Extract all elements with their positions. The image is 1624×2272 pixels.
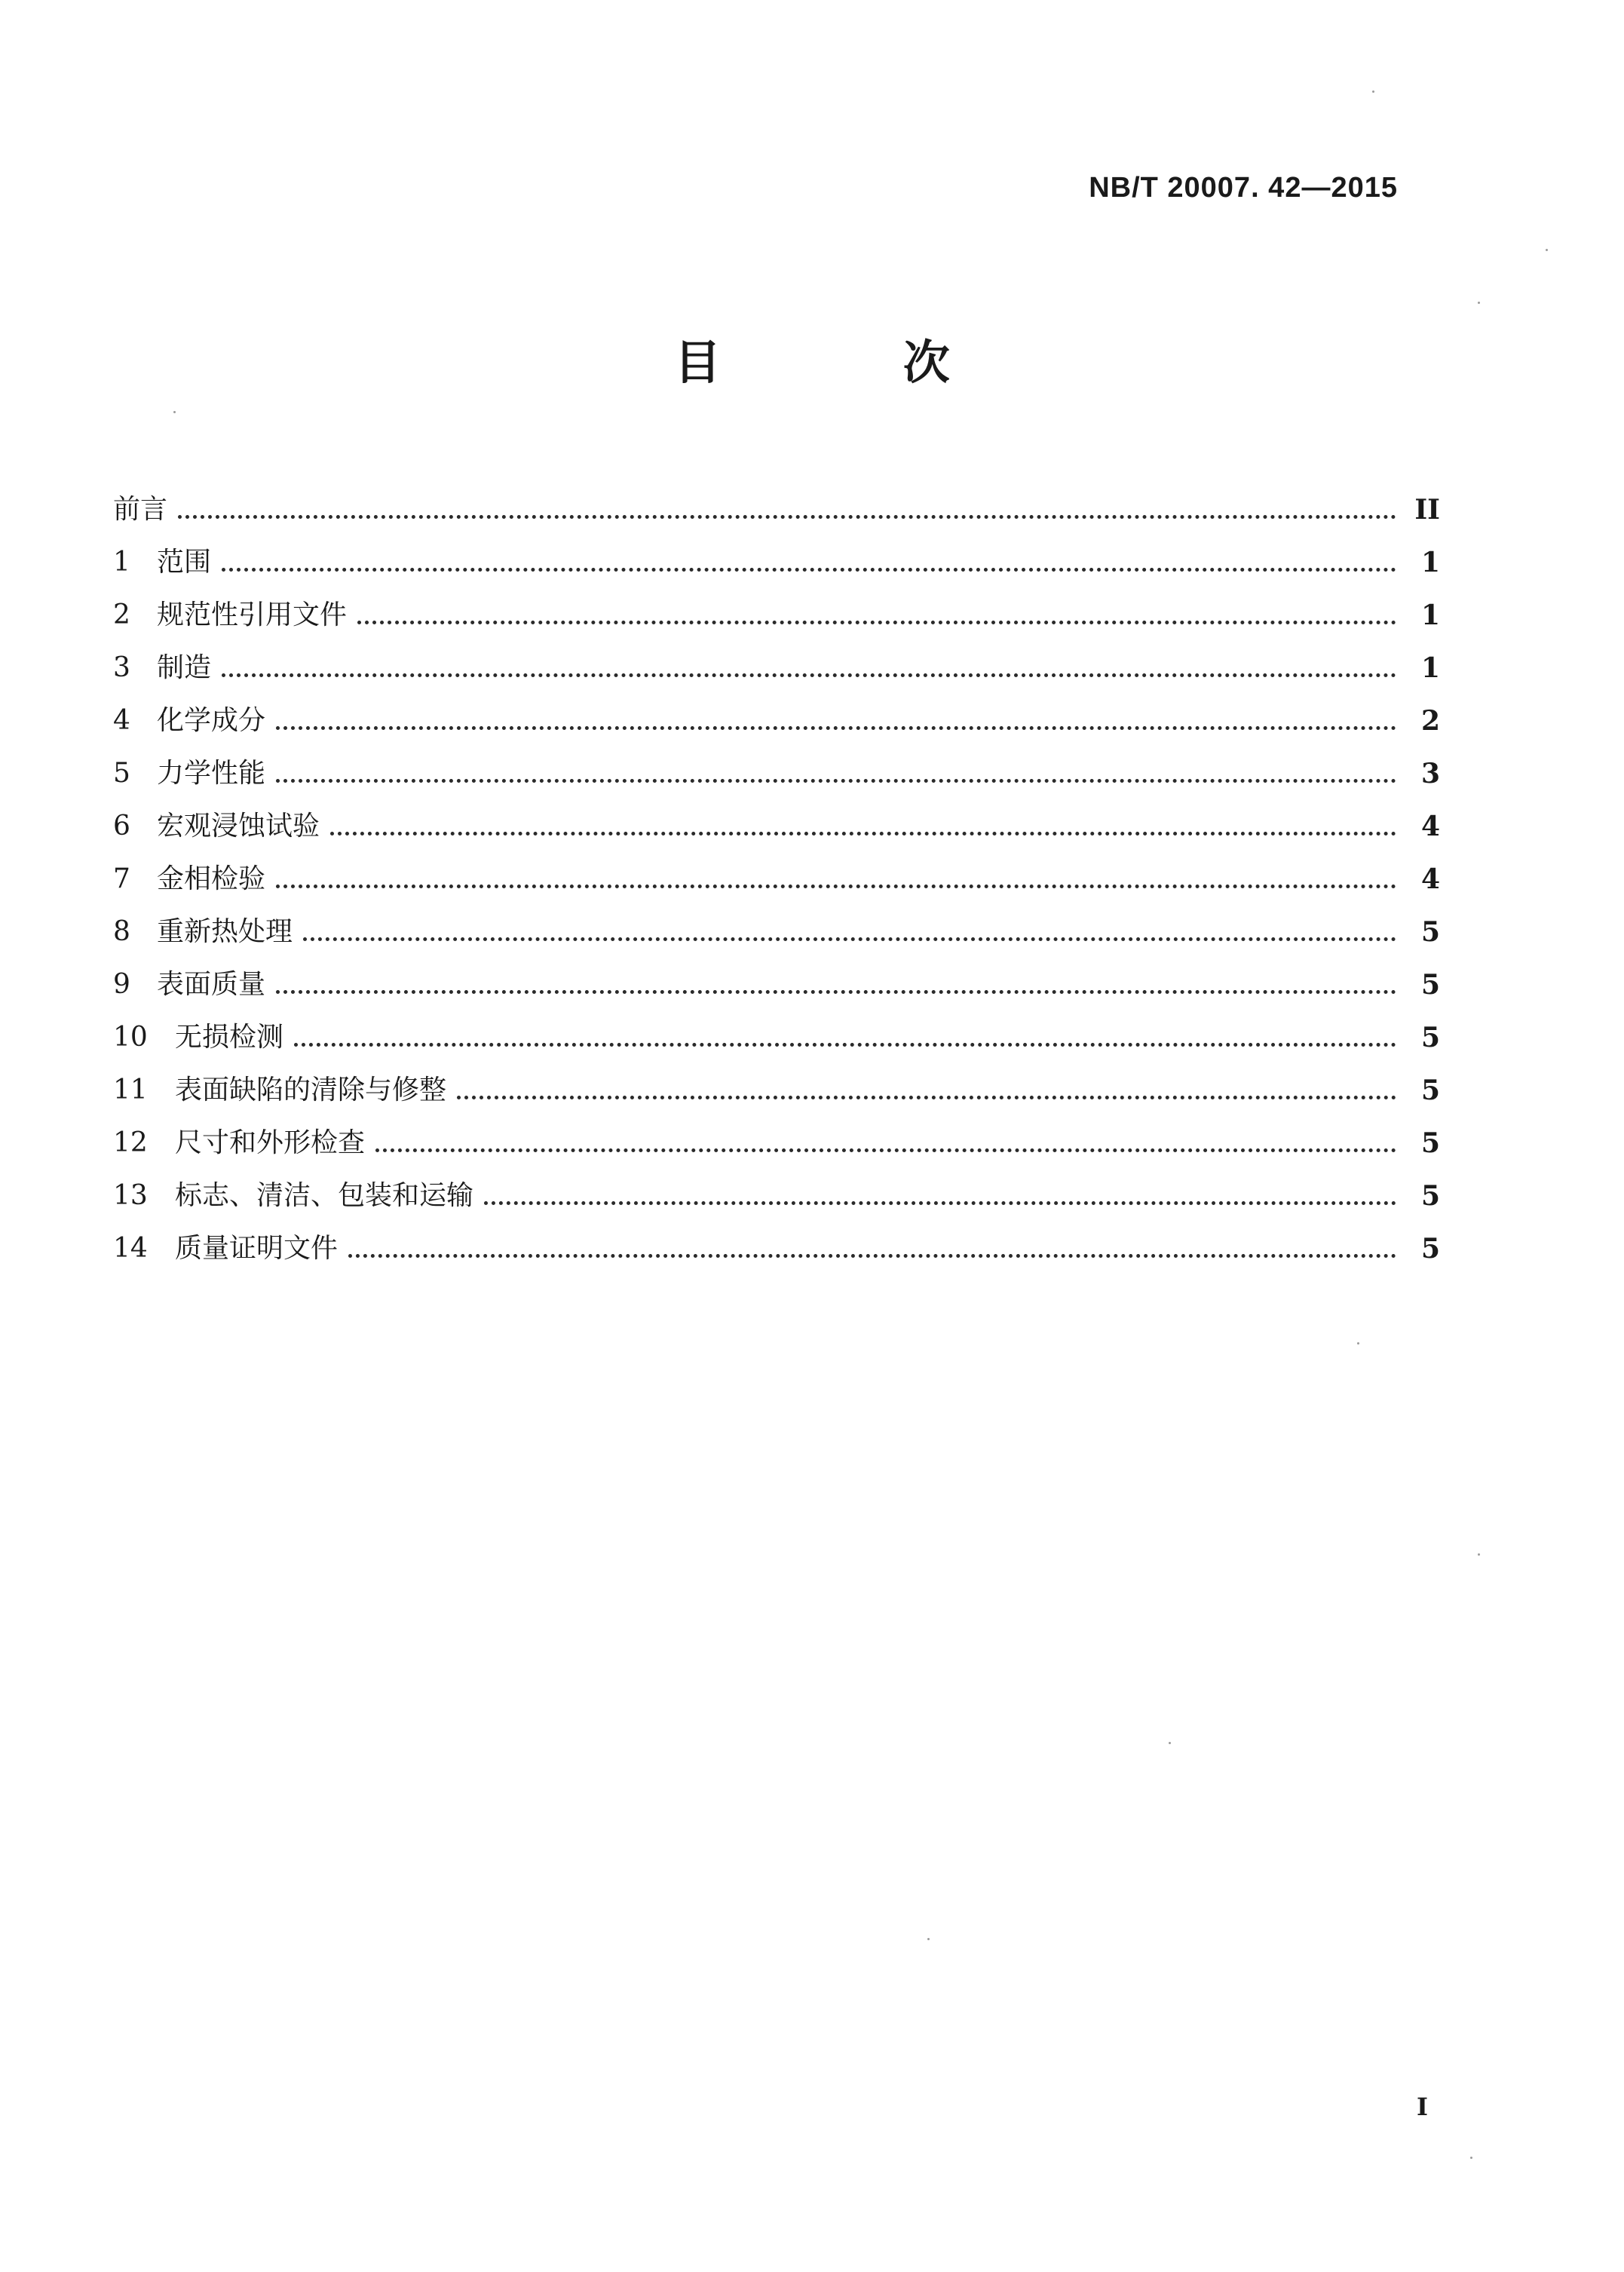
toc-entry-label: 前言 (113, 494, 168, 525)
toc-entry-page: 2 (1420, 705, 1440, 737)
toc-entry-label: 范围 (157, 547, 212, 578)
scan-speck (1546, 249, 1548, 251)
toc-entry-label: 规范性引用文件 (157, 599, 348, 630)
toc-entry-page: II (1414, 494, 1440, 526)
dot-leader (276, 726, 1396, 730)
toc-entry-10 (113, 1001, 1440, 1054)
scan-speck (927, 1938, 930, 1940)
toc-entry-foreword (113, 474, 1440, 526)
dot-leader (276, 779, 1396, 783)
toc-title: 目 次 (674, 335, 1033, 390)
standard-code: NB/T 20007. 42—2015 (1089, 172, 1398, 204)
toc-entry-page: 5 (1420, 1180, 1440, 1212)
scan-speck (1372, 90, 1374, 93)
dot-leader (222, 568, 1396, 572)
toc-entry-page: 5 (1420, 969, 1440, 1001)
toc-entry-number: 14 (113, 1233, 148, 1264)
toc-entry-label: 金相检验 (157, 863, 266, 894)
dot-leader (457, 1096, 1396, 1099)
dot-leader (178, 515, 1396, 519)
dot-leader (303, 937, 1396, 941)
toc-entry-label: 标志、清洁、包装和运输 (175, 1180, 474, 1211)
dot-leader (276, 885, 1396, 888)
toc-entry-5 (113, 737, 1440, 790)
toc-entry-label: 化学成分 (157, 705, 266, 736)
toc-entry-12 (113, 1107, 1440, 1160)
toc-entry-14 (113, 1213, 1440, 1265)
dot-leader (375, 1148, 1396, 1152)
toc-entry-label: 质量证明文件 (175, 1233, 339, 1264)
toc-entry-1 (113, 526, 1440, 579)
scan-speck (1169, 1742, 1171, 1744)
dot-leader (222, 673, 1396, 677)
toc-entry-number: 6 (113, 811, 130, 842)
toc-entry-number: 10 (113, 1022, 148, 1053)
toc-entry-page: 5 (1420, 1022, 1440, 1053)
toc-entry-page: 1 (1420, 547, 1440, 578)
toc-entry-label: 尺寸和外形检查 (175, 1127, 366, 1158)
dot-leader (484, 1201, 1396, 1205)
toc-entry-4 (113, 685, 1440, 737)
toc-entry-label: 重新热处理 (157, 916, 293, 947)
toc-entry-page: 5 (1420, 1233, 1440, 1265)
toc-entry-number: 2 (113, 599, 130, 630)
toc-entry-number: 3 (113, 652, 130, 683)
toc-entry-8 (113, 896, 1440, 949)
toc-entry-6 (113, 790, 1440, 843)
scan-speck (173, 411, 176, 413)
toc-entry-page: 4 (1420, 863, 1440, 895)
toc-entry-label: 制造 (157, 652, 212, 683)
toc-entry-number: 8 (113, 916, 130, 947)
toc-entry-number: 7 (113, 863, 130, 894)
dot-leader (348, 1254, 1396, 1258)
toc-entry-number: 4 (113, 705, 130, 736)
toc-entry-label: 表面缺陷的清除与修整 (175, 1075, 447, 1105)
toc-entry-label: 表面质量 (157, 969, 266, 1000)
toc-entry-number: 12 (113, 1127, 148, 1158)
scan-speck (1478, 302, 1480, 304)
toc-entry-page: 5 (1420, 916, 1440, 948)
scan-speck (1478, 1553, 1480, 1556)
scan-speck (1357, 1342, 1359, 1344)
toc-entry-13 (113, 1160, 1440, 1213)
toc-entry-page: 1 (1420, 652, 1440, 684)
toc-entry-2 (113, 579, 1440, 632)
toc-entry-page: 5 (1420, 1127, 1440, 1159)
dot-leader (330, 832, 1396, 836)
toc-entry-number: 5 (113, 758, 130, 789)
toc-entry-label: 宏观浸蚀试验 (157, 811, 320, 842)
toc-entry-label: 力学性能 (157, 758, 266, 789)
toc-entry-page: 4 (1420, 811, 1440, 842)
dot-leader (357, 621, 1396, 624)
toc-list (113, 474, 1440, 1265)
toc-entry-number: 1 (113, 547, 130, 578)
toc-entry-page: 3 (1420, 758, 1440, 790)
page-number: I (1417, 2093, 1428, 2121)
toc-entry-number: 9 (113, 969, 130, 1000)
toc-entry-7 (113, 843, 1440, 896)
toc-entry-number: 13 (113, 1180, 148, 1211)
toc-entry-3 (113, 632, 1440, 685)
toc-entry-number: 11 (113, 1075, 148, 1105)
dot-leader (294, 1043, 1396, 1047)
toc-entry-page: 1 (1420, 599, 1440, 631)
toc-entry-label: 无损检测 (175, 1022, 284, 1053)
dot-leader (276, 990, 1396, 994)
toc-entry-9 (113, 949, 1440, 1001)
toc-entry-page: 5 (1420, 1075, 1440, 1106)
scan-speck (1470, 2157, 1472, 2159)
toc-entry-11 (113, 1054, 1440, 1107)
